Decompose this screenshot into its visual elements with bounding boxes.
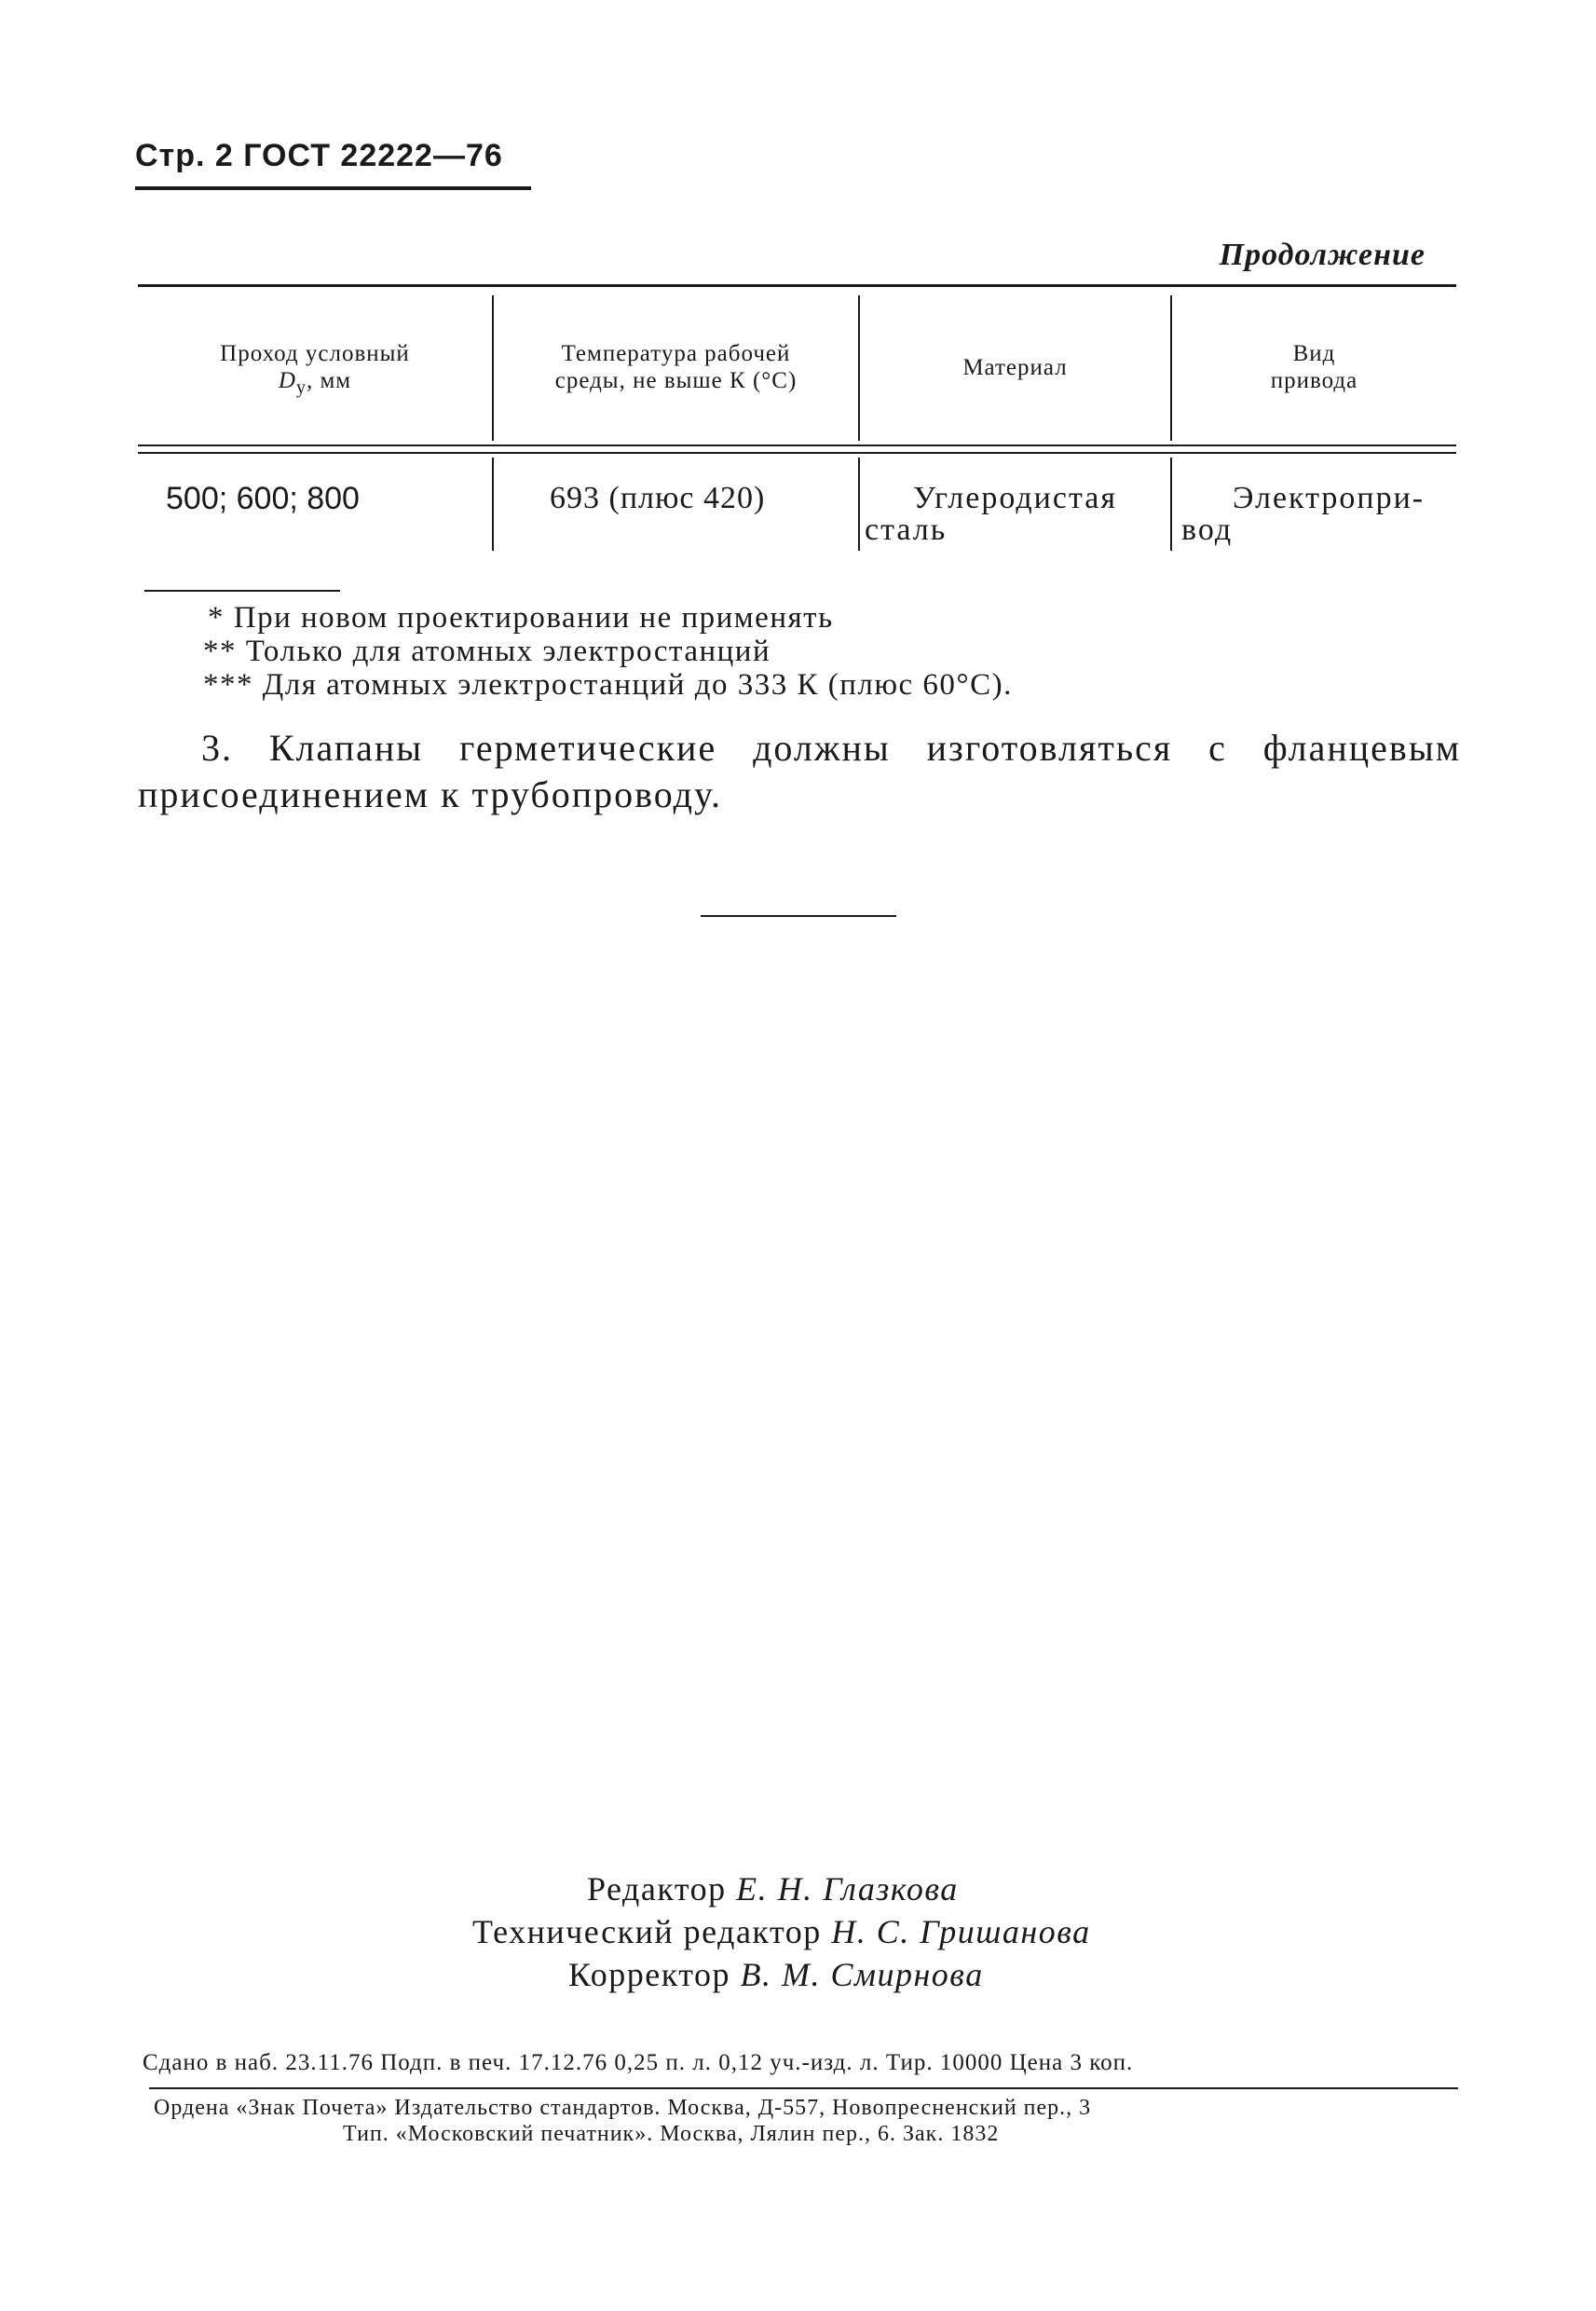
header-drive-line1: Вид	[1292, 341, 1336, 366]
header-diameter-line1: Проход условный	[220, 341, 410, 366]
table-column-divider	[858, 458, 860, 551]
header-diameter-line2	[138, 367, 492, 402]
footnote-2: ** Только для атомных электростанций	[203, 635, 771, 668]
table-column-divider	[492, 458, 494, 551]
cell-temperature-value: 693 (плюс 420)	[550, 481, 766, 515]
table-header-drive	[1172, 340, 1456, 394]
header-diameter-subscript: у	[295, 377, 307, 398]
credit-name: В. М. Смирнова	[740, 1956, 984, 1993]
end-rule	[701, 915, 896, 917]
cell-material-line2: сталь	[865, 513, 948, 547]
credit-role: Редактор	[587, 1870, 727, 1908]
cell-drive	[1181, 480, 1461, 549]
footnote-1: * При новом проектировании не применять	[208, 601, 834, 635]
footnote-3: *** Для атомных электростанций до 333 К (плюс 60°С).	[203, 668, 1013, 702]
clause-3-paragraph: 3. Клапаны герметические должны изготовляться с фланцевым присоединением к трубопроводу.	[138, 727, 1461, 815]
credit-name: Е. Н. Глазкова	[736, 1870, 959, 1908]
imprint-line-3: Тип. «Московский печатник». Москва, Лялин пер., 6. Зак. 1832	[343, 2122, 1000, 2146]
header-diameter-symbol: D	[278, 368, 296, 393]
table-header-temperature	[494, 340, 858, 394]
cell-material-line1: Углеродистая	[913, 481, 1117, 515]
footnote-rule	[144, 590, 340, 592]
header-rule	[135, 186, 531, 190]
credit-proofreader	[568, 1954, 984, 1996]
imprint-rule	[149, 2087, 1458, 2089]
credit-editor	[587, 1868, 959, 1910]
footnotes	[203, 601, 1013, 702]
credit-name: Н. С. Гришанова	[831, 1913, 1091, 1950]
imprint-line-2: Ордена «Знак Почета» Издательство стандартов. Москва, Д-557, Новопресненский пер., 3	[154, 2096, 1092, 2120]
header-temperature-line1: Температура рабочей	[561, 341, 791, 366]
credit-tech-editor	[472, 1911, 1091, 1953]
specs-table	[138, 284, 1456, 554]
table-header-diameter	[138, 340, 492, 402]
credit-role: Технический редактор	[472, 1913, 822, 1950]
cell-diameter: 500; 600; 800	[166, 481, 360, 516]
header-temperature-line2: среды, не выше К (°С)	[554, 368, 798, 393]
credit-role: Корректор	[568, 1956, 730, 1993]
page-title: Стр. 2 ГОСТ 22222—76	[135, 138, 503, 173]
header-drive-line2: привода	[1270, 368, 1358, 393]
cell-material	[865, 480, 1172, 549]
table-header-rule	[138, 444, 1456, 446]
table-top-rule	[138, 284, 1456, 287]
table-header-rule-second	[138, 452, 1456, 454]
continuation-label: Продолжение	[1219, 238, 1425, 272]
header-material-line1: Материал	[962, 355, 1068, 380]
cell-drive-line1: Электропри-	[1233, 481, 1425, 515]
cell-temperature	[550, 480, 848, 517]
header-diameter-unit: , мм	[306, 368, 352, 393]
cell-drive-line2: вод	[1181, 513, 1234, 547]
imprint-line-1: Сдано в наб. 23.11.76 Подп. в печ. 17.12.76 0,25 п. л. 0,12 уч.-изд. л. Тир. 10000 Цена 3 коп.	[143, 2050, 1134, 2075]
table-header-material	[860, 354, 1170, 381]
